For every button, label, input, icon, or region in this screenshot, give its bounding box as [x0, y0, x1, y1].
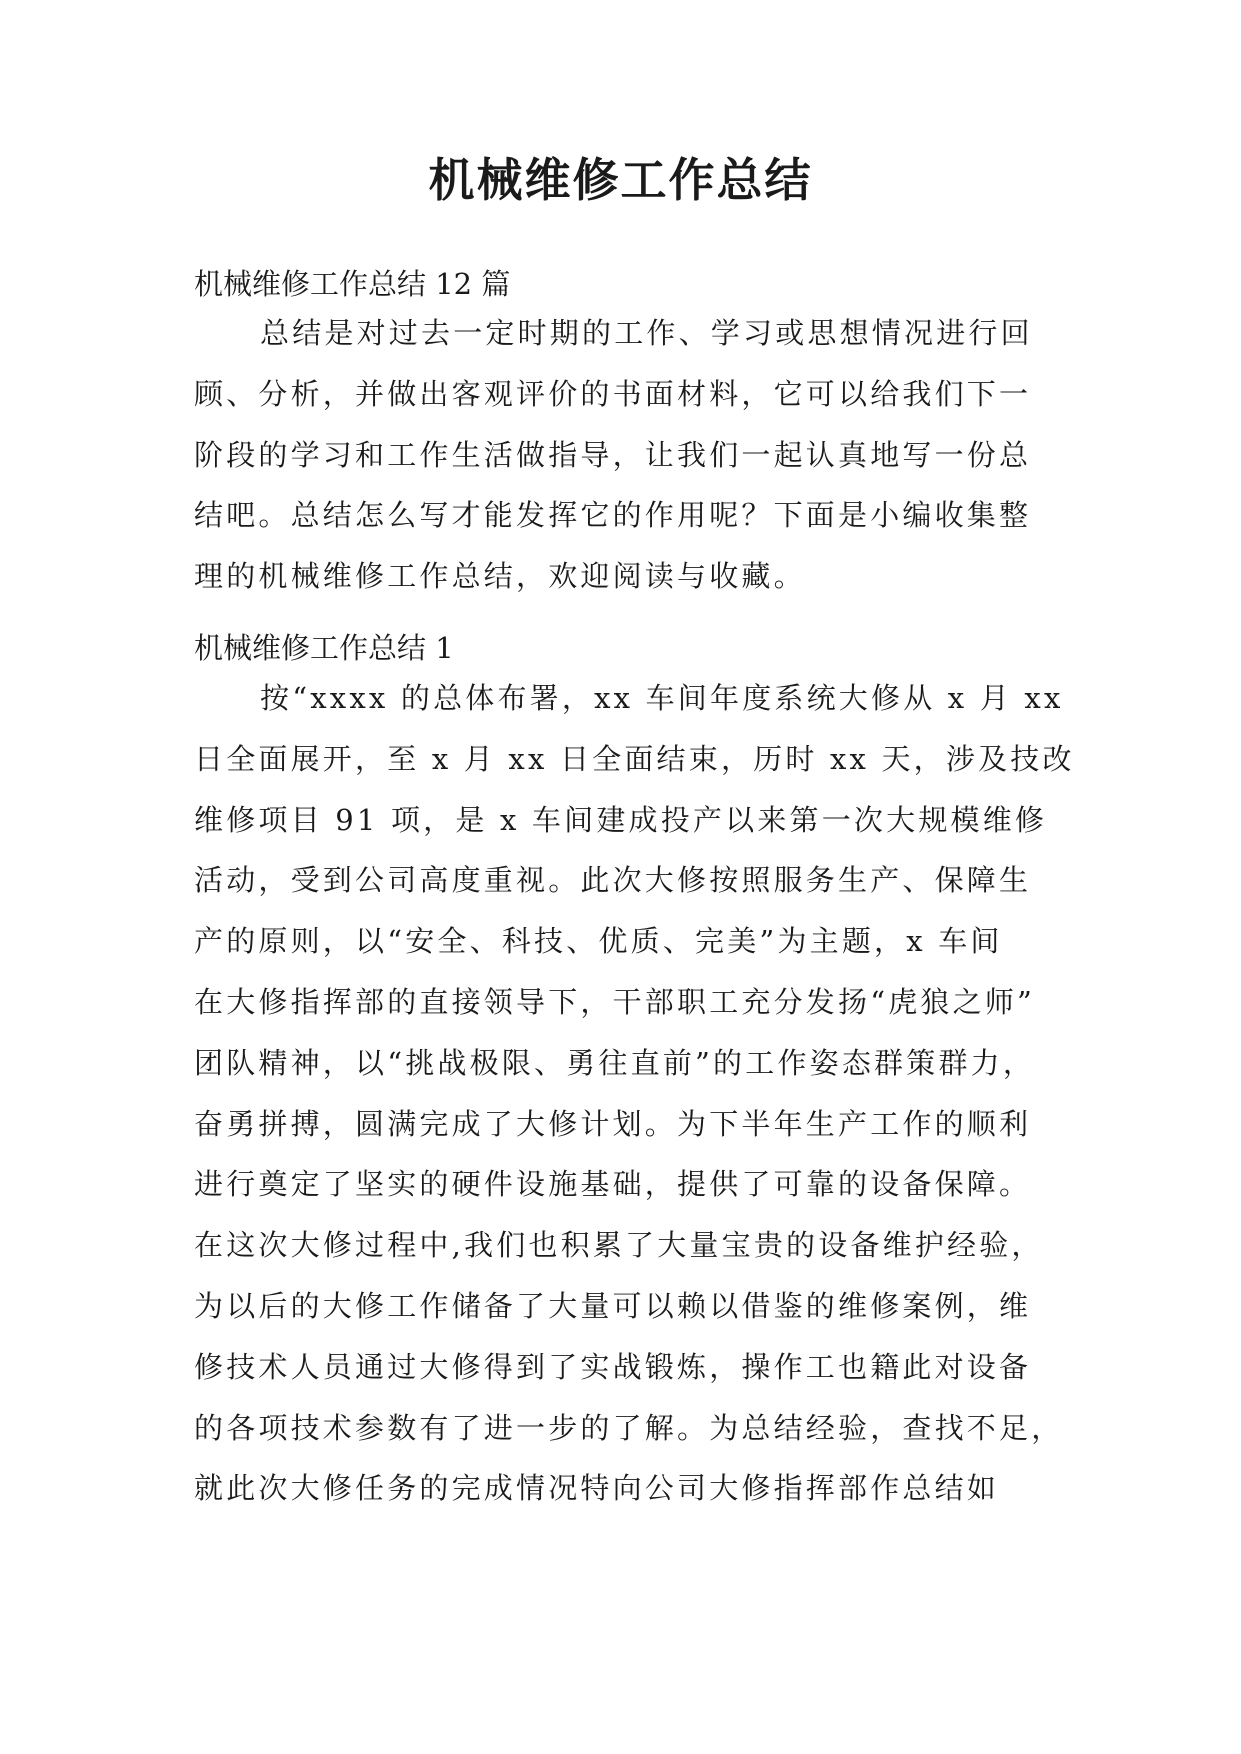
section1-line: 产的原则，以“安全、科技、优质、完美”为主题，x 车间 — [194, 924, 1003, 959]
section1-line: 奋勇拼搏，圆满完成了大修计划。为下半年生产工作的顺利 — [194, 1106, 1032, 1141]
section1-line: 就此次大修任务的完成情况特向公司大修指挥部作总结如 — [194, 1471, 1000, 1506]
section1-paragraph — [194, 668, 1075, 1519]
section1-line: 为以后的大修工作储备了大量可以赖以借鉴的维修案例，维 — [194, 1288, 1032, 1323]
intro-line: 结吧。总结怎么写才能发挥它的作用呢？下面是小编收集整 — [194, 498, 1032, 533]
intro-line: 理的机械维修工作总结，欢迎阅读与收藏。 — [194, 559, 806, 594]
intro-paragraph — [194, 303, 1054, 607]
section1-line: 的各项技术参数有了进一步的了解。为总结经验，查找不足， — [194, 1410, 1064, 1445]
section1-line: 在大修指挥部的直接领导下，干部职工充分发扬“虎狼之师” — [194, 984, 1036, 1019]
section1-line: 活动，受到公司高度重视。此次大修按照服务生产、保障生 — [194, 863, 1032, 898]
section1-heading: 机械维修工作总结 1 — [194, 631, 454, 665]
section1-line: 进行奠定了坚实的硬件设施基础，提供了可靠的设备保障。 — [194, 1167, 1032, 1202]
section1-line: 按“xxxx 的总体布署，xx 车间年度系统大修从 x 月 xx — [260, 681, 1064, 715]
intro-line: 阶段的学习和工作生活做指导，让我们一起认真地写一份总 — [194, 437, 1032, 472]
intro-heading: 机械维修工作总结 12 篇 — [194, 267, 511, 301]
intro-line: 顾、分析，并做出客观评价的书面材料，它可以给我们下一 — [194, 376, 1032, 411]
section1-line: 维修项目 91 项，是 x 车间建成投产以来第一次大规模维修 — [194, 802, 1048, 837]
section1-line: 团队精神，以“挑战极限、勇往直前”的工作姿态群策群力， — [194, 1045, 1036, 1080]
intro-line: 总结是对过去一定时期的工作、学习或思想情况进行回 — [260, 316, 1033, 350]
section1-line: 修技术人员通过大修得到了实战锻炼，操作工也籍此对设备 — [194, 1349, 1032, 1384]
document-title: 机械维修工作总结 — [428, 153, 813, 207]
section1-line: 在这次大修过程中,我们也积累了大量宝贵的设备维护经验， — [194, 1228, 1044, 1263]
section1-line: 日全面展开，至 x 月 xx 日全面结束，历时 xx 天，涉及技改 — [194, 741, 1075, 776]
